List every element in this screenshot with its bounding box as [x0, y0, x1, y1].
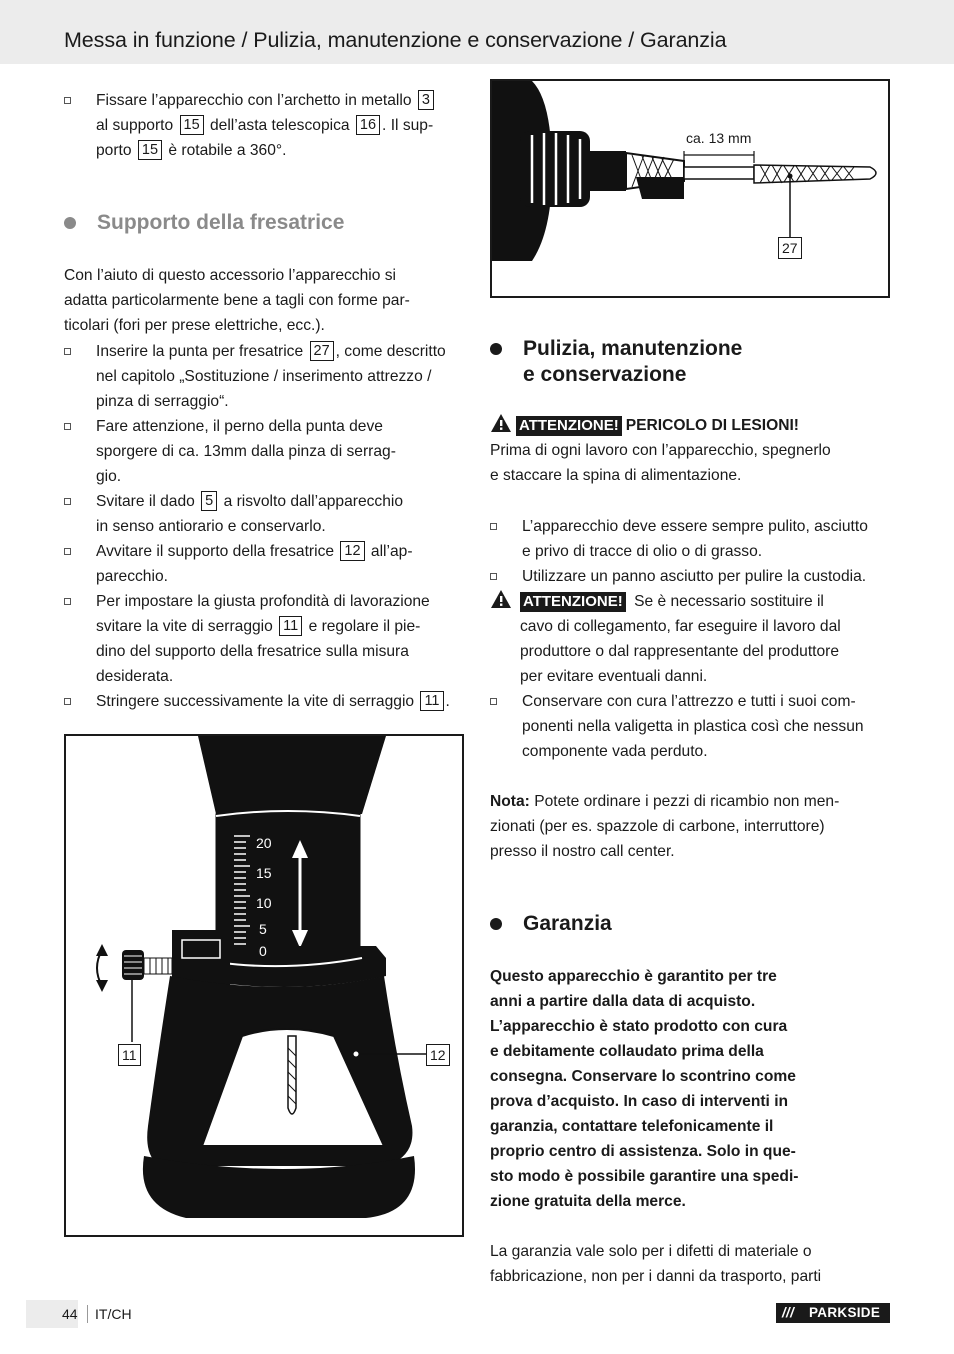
bullet-square-icon — [490, 573, 497, 580]
section-dot-icon — [490, 918, 502, 930]
warning-triangle-icon — [490, 413, 512, 433]
ref-number: 11 — [279, 616, 302, 636]
bullet-square-icon — [490, 698, 497, 705]
footer-divider — [87, 1305, 88, 1323]
ref-number: 3 — [418, 90, 434, 110]
router-base-figure: 20 15 10 5 0 11 12 — [64, 734, 464, 1237]
ref-number: 16 — [356, 115, 380, 135]
section-title-pulizia: Pulizia, manutenzione e conservazione — [490, 336, 890, 388]
bullet-square-icon — [64, 698, 71, 705]
figure-label-27: 27 — [778, 237, 802, 259]
warning-badge: ATTENZIONE! — [520, 592, 626, 612]
figure-label-11: 11 — [118, 1044, 141, 1066]
measurement-label: ca. 13 mm — [686, 130, 752, 146]
bullet-square-icon — [64, 598, 71, 605]
bit-collet-illustration — [492, 81, 888, 296]
parkside-logo — [776, 1303, 890, 1323]
warning-line: ATTENZIONE! PERICOLO DI LESIONI! — [490, 413, 894, 438]
router-base-illustration — [66, 736, 462, 1235]
paragraph: Con l’aiuto di questo accessorio l’apparecchio si adatta particolarmente bene a tagli con forme par- ticolari (fori per prese elettriche, ecc.). — [64, 267, 410, 334]
section-dot-icon — [490, 343, 502, 355]
note-label: Nota: — [490, 793, 530, 810]
warning-triangle-icon — [490, 589, 512, 609]
bit-collet-figure — [490, 79, 890, 298]
figure-label-12: 12 — [426, 1044, 450, 1066]
bullet-square-icon — [64, 97, 71, 104]
ref-number: 15 — [138, 140, 162, 160]
paragraph: Prima di ogni lavoro con l’apparecchio, spegnerlo e staccare la spina di alimentazione. — [490, 442, 831, 484]
locale-code: IT/CH — [95, 1306, 132, 1322]
section-dot-icon — [64, 217, 76, 229]
brand-mark: /// — [782, 1305, 795, 1320]
note-paragraph: Nota: Potete ordinare i pezzi di ricambio non men- zionati (per es. spazzole di carbone, interruttore) presso il nostro call center. — [490, 793, 840, 860]
page-title: Messa in funzione / Pulizia, manutenzione e conservazione / Garanzia — [64, 28, 727, 52]
warning-badge: ATTENZIONE! — [516, 416, 622, 436]
ref-number: 5 — [201, 491, 217, 511]
bullet-square-icon — [64, 498, 71, 505]
brand-name: PARKSIDE — [809, 1305, 881, 1320]
bullet-square-icon — [490, 523, 497, 530]
bullet-square-icon — [64, 548, 71, 555]
ref-number: 27 — [310, 341, 334, 361]
warranty-paragraph: La garanzia vale solo per i difetti di materiale o fabbricazione, non per i danni da trasporto, parti — [490, 1243, 822, 1285]
ref-number: 11 — [420, 691, 443, 711]
ref-number: 12 — [340, 541, 364, 561]
page-number: 44 — [62, 1306, 78, 1322]
ref-number: 15 — [180, 115, 204, 135]
bullet-square-icon — [64, 423, 71, 430]
bullet-square-icon — [64, 348, 71, 355]
warranty-bold-paragraph: Questo apparecchio è garantito per tre anni a partire dalla data di acquisto. L’apparecchio è stato prodotto con cura e debitamente collaudato prima della consegna. Conservare lo scontrino come prova d’acquisto. In caso di interventi in garanzia, contattare telefonicamente il proprio centro di assistenza. Solo in que- sto modo è possibile garantire una spedi- zione gratuita della merce. — [490, 968, 799, 1210]
page-header — [0, 0, 954, 64]
